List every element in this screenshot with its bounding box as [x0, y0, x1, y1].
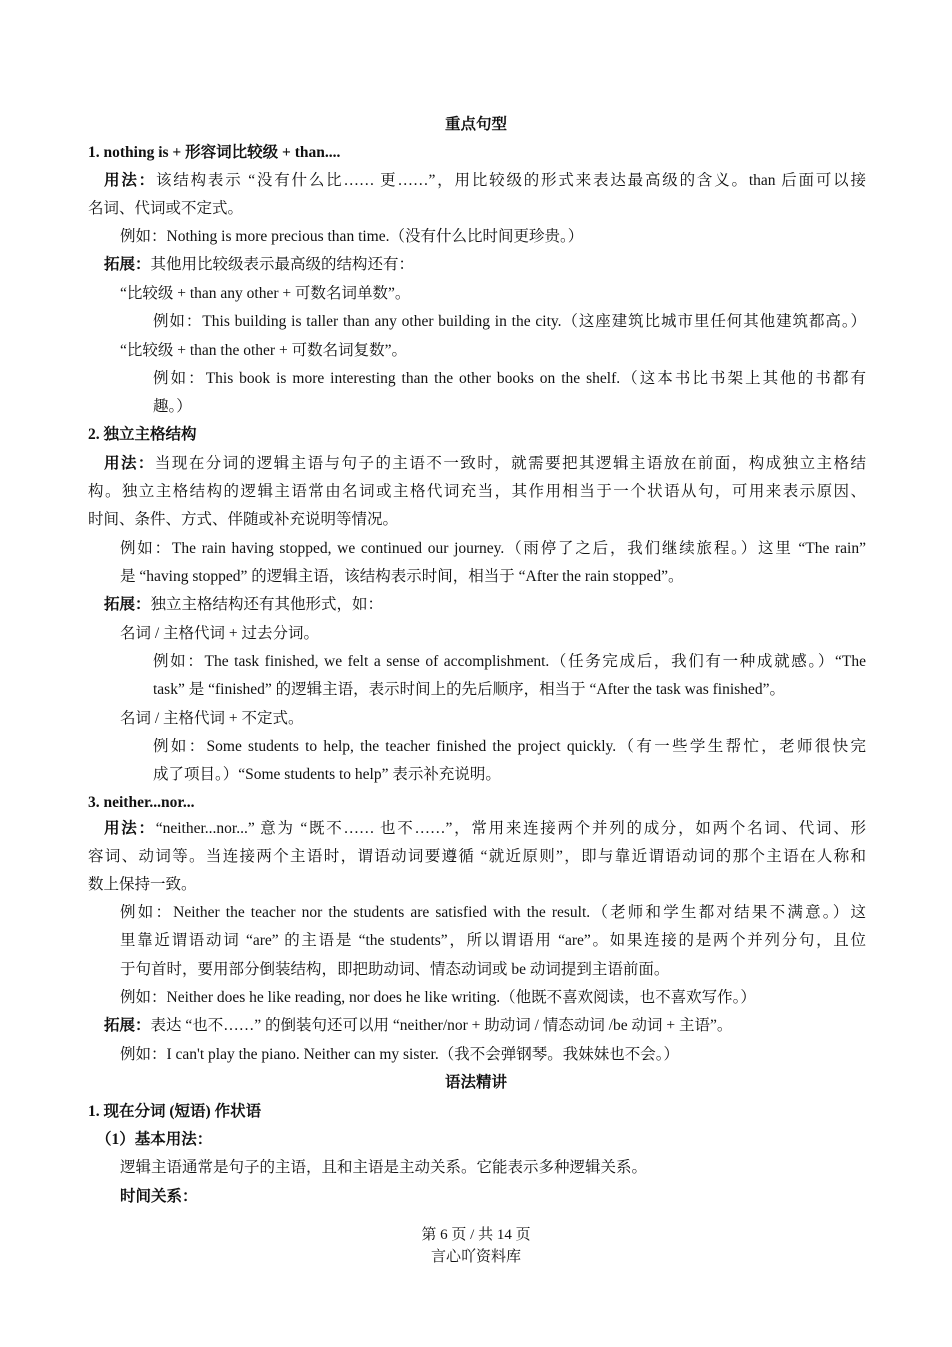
text-line [120, 1045, 679, 1065]
text-line [120, 341, 407, 361]
heading: 2. 独立主格结构 [88, 426, 197, 443]
heading: （1）基本用法： [96, 1131, 213, 1148]
line-text: 构。独立主格结构的逻辑主语常由名词或主格代词充当，其作用相当于一个状语从句，可用来表示原因、 [88, 483, 866, 500]
line-text: 例如：This building is taller than any other building in the city.（这座建筑比城市里任何其他建筑都高。） [153, 313, 866, 330]
text-line [104, 171, 866, 191]
line-text: 趣。） [153, 398, 192, 415]
text-line [120, 227, 583, 247]
line-text: 里靠近谓语动词 “are” 的主语是 “the students”，所以谓语用 “are”。如果连接的是两个并列分句，且位 [120, 932, 866, 949]
line-text: 时间、条件、方式、伴随或补充说明等情况。 [88, 511, 399, 528]
text-line [120, 709, 304, 729]
line-text: 名词、代词或不定式。 [88, 200, 244, 217]
line-text: 数上保持一致。 [88, 876, 197, 893]
line-text: 例如：I can't play the piano. Neither can my sister.（我不会弹钢琴。我妹妹也不会。） [120, 1046, 679, 1063]
line-text: 例如：The rain having stopped, we continued our journey.（雨停了之后，我们继续旅程。）这里 “The rain” [120, 540, 866, 557]
text-line [153, 680, 785, 700]
text-line [88, 425, 197, 445]
text-line [120, 1158, 647, 1178]
text-line [120, 624, 319, 644]
line-text: “neither...nor...” 意为 “既不…… 也不……”，常用来连接两个并列的成分，如两个名词、代词、形 [155, 820, 866, 837]
text-line [104, 255, 414, 275]
text-line [153, 652, 866, 672]
text-line [153, 312, 866, 332]
text-line [120, 1187, 198, 1207]
line-label: 用法： [104, 172, 156, 189]
text-line [88, 510, 398, 530]
section-title [0, 1073, 952, 1093]
heading: 3. neither...nor... [88, 794, 195, 811]
text-line [120, 903, 866, 923]
line-text: 该结构表示 “没有什么比…… 更……”，用比较级的形式来表达最高级的含义。than 后面可以接 [155, 172, 866, 189]
line-text: 于句首时，要用部分倒装结构，即把助动词、情态动词或 be 动词提到主语前面。 [120, 961, 670, 978]
line-label: 用法： [104, 820, 156, 837]
text-line [120, 284, 410, 304]
text-line [104, 819, 866, 839]
line-label: 拓展： [104, 256, 151, 273]
line-text: 名词 / 主格代词 + 过去分词。 [120, 625, 320, 642]
text-line [120, 567, 684, 587]
text-line [153, 765, 501, 785]
section-title [0, 115, 952, 135]
line-text: 例如：This book is more interesting than the other books on the shelf.（这本书比书架上其他的书都有 [153, 370, 866, 387]
heading: 重点句型 [444, 116, 507, 133]
line-text: 成了项目。）“Some students to help” 表示补充说明。 [153, 766, 501, 783]
text-line [88, 793, 195, 813]
line-label: 拓展： [104, 596, 151, 613]
heading: 时间关系： [120, 1188, 198, 1205]
line-text: 是 “having stopped” 的逻辑主语，该结构表示时间，相当于 “After the rain stopped”。 [120, 568, 684, 585]
line-text: 表达 “也不……” 的倒装句还可以用 “neither/nor + 助动词 / 情态动词 /be 动词 + 主语”。 [150, 1017, 733, 1034]
text-line [120, 960, 669, 980]
text-line [153, 397, 192, 417]
page-number: 第 6 页 / 共 14 页 [421, 1227, 531, 1243]
text-line [153, 737, 866, 757]
line-text: task” 是 “finished” 的逻辑主语，表示时间上的先后顺序，相当于 “After the task was finished”。 [153, 681, 785, 698]
text-line [88, 875, 197, 895]
text-line [88, 482, 866, 502]
line-text: 例如：Some students to help, the teacher finished the project quickly.（有一些学生帮忙，老师很快完 [153, 738, 866, 755]
text-line [88, 1102, 261, 1122]
line-text: 例如：The task finished, we felt a sense of accomplishment.（任务完成后，我们有一种成就感。）“The [153, 653, 866, 670]
text-line [88, 199, 243, 219]
text-line [104, 595, 383, 615]
text-line [153, 369, 866, 389]
line-label: 拓展： [104, 1017, 151, 1034]
line-text: “比较级 + than any other + 可数名词单数”。 [120, 285, 411, 302]
line-text: 名词 / 主格代词 + 不定式。 [120, 710, 304, 727]
text-line [88, 847, 866, 867]
text-line [104, 1016, 732, 1036]
text-line [120, 539, 866, 559]
line-text: 例如：Neither the teacher nor the students are satisfied with the result.（老师和学生都对结果不满意。）这 [120, 904, 866, 921]
text-line [96, 1130, 212, 1150]
line-text: “比较级 + than the other + 可数名词复数”。 [120, 342, 407, 359]
line-text: 例如：Nothing is more precious than time.（没有什么比时间更珍贵。） [120, 228, 584, 245]
line-text: 当现在分词的逻辑主语与句子的主语不一致时，就需要把其逻辑主语放在前面，构成独立主格结 [154, 455, 866, 472]
line-label: 用法： [104, 455, 155, 472]
line-text: 其他用比较级表示最高级的结构还有： [150, 256, 415, 273]
text-line [88, 143, 340, 163]
heading: 1. 现在分词 (短语) 作状语 [88, 1103, 262, 1120]
line-text: 容词、动词等。当连接两个主语时，谓语动词要遵循 “就近原则”，即与靠近谓语动词的那个主语在人称和 [88, 848, 866, 865]
line-text: 独立主格结构还有其他形式，如： [150, 596, 384, 613]
text-line [120, 931, 866, 951]
line-text: 例如：Neither does he like reading, nor does he like writing.（他既不喜欢阅读，也不喜欢写作。） [120, 989, 756, 1006]
footer-source: 言心吖资料库 [430, 1249, 521, 1265]
text-line [120, 988, 756, 1008]
heading: 1. nothing is + 形容词比较级 + than.... [88, 144, 341, 161]
text-line [104, 454, 866, 474]
heading: 语法精讲 [444, 1074, 507, 1091]
line-text: 逻辑主语通常是句子的主语，且和主语是主动关系。它能表示多种逻辑关系。 [120, 1159, 648, 1176]
